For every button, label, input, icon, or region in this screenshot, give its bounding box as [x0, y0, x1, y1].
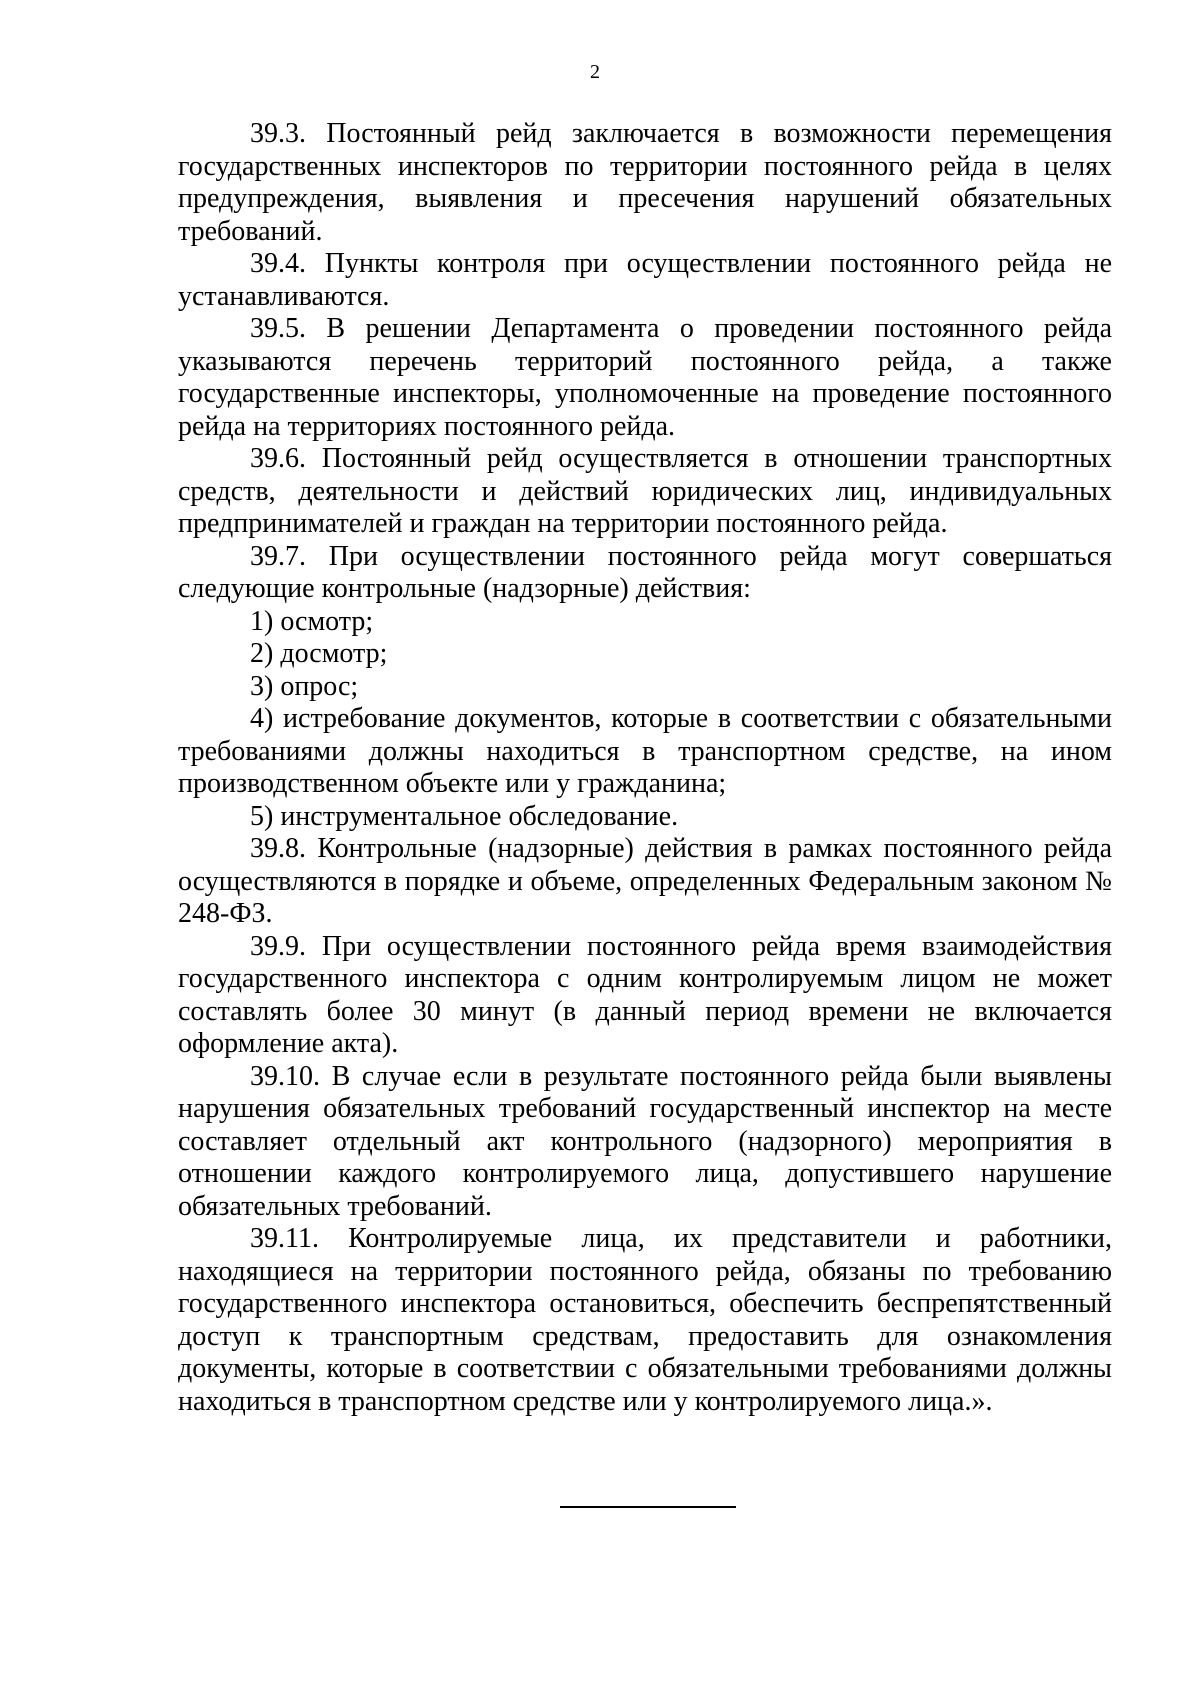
list-item-5: 5) инструментальное обследование.	[250, 800, 679, 832]
paragraph-39-3: 39.3. Постоянный рейд заключается в возможности перемещения государственных инспекторов по территории постоянного рейда в целях предупреждения, выявления и пресечения нарушений обязательных требований.	[178, 118, 1112, 247]
page-number: 2	[590, 61, 600, 83]
paragraph-39-10: 39.10. В случае если в результате постоянного рейда были выявлены нарушения обязательных требований государственный инспектор на месте составляет отдельный акт контрольного (надзорного) мероприятия в отношении каждого контролируемого лица, допустившего нарушение обязательных требований.	[178, 1060, 1112, 1222]
paragraph-39-9: 39.9. При осуществлении постоянного рейда время взаимодействия государственного инспектора с одним контролируемым лицом не может составлять более 30 минут (в данный период времени не включается оформление акта).	[178, 930, 1112, 1059]
list-item-4: 4) истребование документов, которые в соответствии с обязательными требованиями должны находиться в транспортном средстве, на ином производственном объекте или у гражданина;	[178, 703, 1112, 799]
list-item-3: 3) опрос;	[250, 670, 359, 702]
list-item-1: 1) осмотр;	[250, 605, 374, 637]
list-item-2: 2) досмотр;	[250, 638, 388, 669]
paragraph-39-6: 39.6. Постоянный рейд осуществляется в отношении транспортных средств, деятельности и действий юридических лиц, индивидуальных предпринимателей и граждан на территории постоянного рейда.	[178, 443, 1112, 539]
paragraph-39-4: 39.4. Пункты контроля при осуществлении постоянного рейда не устанавливаются.	[178, 248, 1112, 312]
end-separator-line	[560, 1506, 736, 1508]
paragraph-39-11: 39.11. Контролируемые лица, их представители и работники, находящиеся на территории постоянного рейда, обязаны по требованию государственного инспектора остановиться, обеспечить беспрепятственный доступ к транспортным средствам, предоставить для ознакомления документы, которые в соответствии с обязательными требованиями должны находиться в транспортном средстве или у контролируемого лица.».	[178, 1223, 1112, 1417]
paragraph-39-7: 39.7. При осуществлении постоянного рейда могут совершаться следующие контрольные (надзорные) действия:	[178, 540, 1112, 604]
document-body	[178, 118, 1112, 1418]
paragraph-39-5: 39.5. В решении Департамента о проведении постоянного рейда указываются перечень территорий постоянного рейда, а также государственные инспекторы, уполномоченные на проведение постоянного рейда на территориях постоянного рейда.	[178, 313, 1112, 442]
paragraph-39-8: 39.8. Контрольные (надзорные) действия в рамках постоянного рейда осуществляются в порядке и объеме, определенных Федеральным законом № 248-ФЗ.	[178, 833, 1112, 929]
